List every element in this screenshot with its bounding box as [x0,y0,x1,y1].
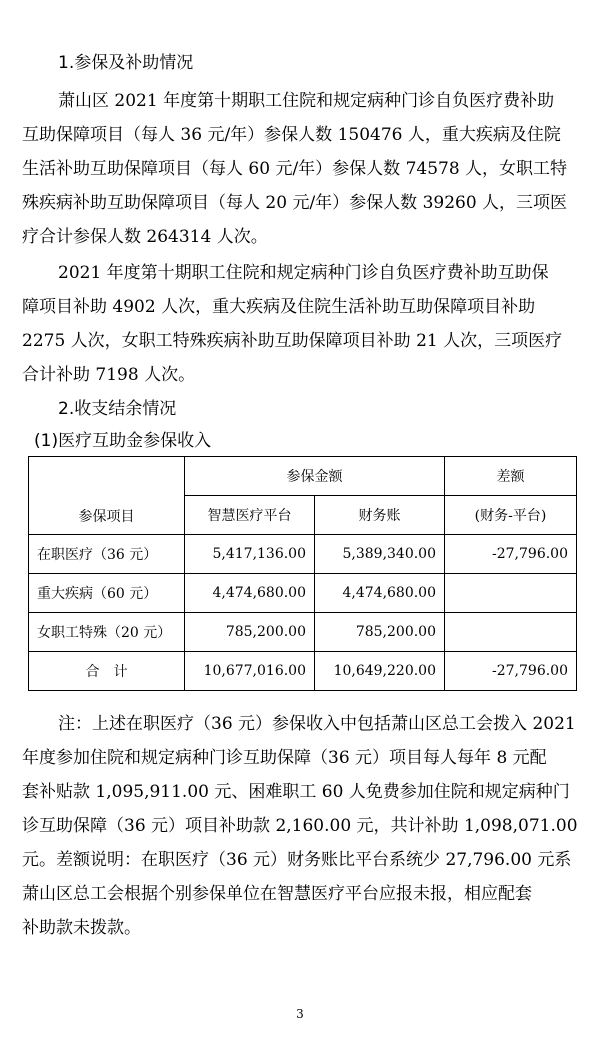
para1-line-3: 生活补助互助保障项目（每人 60 元/年）参保人数 74578 人，女职工特 [22,159,568,179]
row-finance: 5,389,340.00 [315,535,445,574]
row-platform: 5,417,136.00 [185,535,315,574]
para1-line-2: 互助保障项目（每人 36 元/年）参保人数 150476 人，重大疾病及住院 [22,125,561,145]
row-platform: 4,474,680.00 [185,574,315,613]
header-item: 参保项目 [29,457,185,535]
section1-heading: 1.参保及补助情况 [58,53,194,73]
total-label: 合 计 [29,652,185,691]
income-table [28,456,577,691]
note-line-5: 元。差额说明：在职医疗（36 元）财务账比平台系统少 27,796.00 元系 [22,850,572,870]
total-finance: 10,649,220.00 [315,652,445,691]
header-diff-title: 差额 [445,457,577,496]
page-number: 3 [296,1007,304,1021]
header-platform: 智慧医疗平台 [185,496,315,535]
para2-line-2: 障项目补助 4902 人次，重大疾病及住院生活补助互助保障项目补助 [22,297,536,317]
para1-line-4: 殊疾病补助互助保障项目（每人 20 元/年）参保人数 39260 人，三项医 [22,193,568,213]
row-item: 女职工特殊（20 元） [29,613,185,652]
total-diff: -27,796.00 [445,652,577,691]
table-row [29,535,577,574]
row-diff [445,613,577,652]
section2-heading: 2.收支结余情况 [58,399,177,419]
row-diff [445,574,577,613]
para2-line-3: 2275 人次，女职工特殊疾病补助互助保障项目补助 21 人次，三项医疗 [22,331,563,351]
total-platform: 10,677,016.00 [185,652,315,691]
note-line-2: 年度参加住院和规定病种门诊互助保障（36 元）项目每人每年 8 元配 [22,748,547,768]
row-finance: 4,474,680.00 [315,574,445,613]
note-line-1: 注：上述在职医疗（36 元）参保收入中包括萧山区总工会拨入 2021 [58,714,576,734]
table-row [29,613,577,652]
header-finance: 财务账 [315,496,445,535]
row-finance: 785,200.00 [315,613,445,652]
note-line-4: 诊互助保障（36 元）项目补助款 2,160.00 元，共计补助 1,098,071.00 [22,816,578,836]
para2-line-4: 合计补助 7198 人次。 [22,365,196,385]
row-item: 重大疾病（60 元） [29,574,185,613]
row-item: 在职医疗（36 元） [29,535,185,574]
para2-line-1: 2021 年度第十期职工住院和规定病种门诊自负医疗费补助互助保 [58,263,549,283]
row-diff: -27,796.00 [445,535,577,574]
table-header-row-1 [29,457,577,496]
header-amount-group: 参保金额 [185,457,445,496]
para1-line-5: 疗合计参保人数 264314 人次。 [22,227,268,247]
note-line-3: 套补贴款 1,095,911.00 元、困难职工 60 人免费参加住院和规定病种门 [22,782,570,802]
header-diff-note: (财务-平台) [445,496,577,535]
table-total-row [29,652,577,691]
note-line-7: 补助款未拨款。 [22,918,141,938]
para1-line-1: 萧山区 2021 年度第十期职工住院和规定病种门诊自负医疗费补助 [58,91,555,111]
section2-subheading: (1)医疗互助金参保收入 [34,431,212,451]
note-line-6: 萧山区总工会根据个别参保单位在智慧医疗平台应报未报，相应配套 [22,884,532,904]
row-platform: 785,200.00 [185,613,315,652]
table-row [29,574,577,613]
